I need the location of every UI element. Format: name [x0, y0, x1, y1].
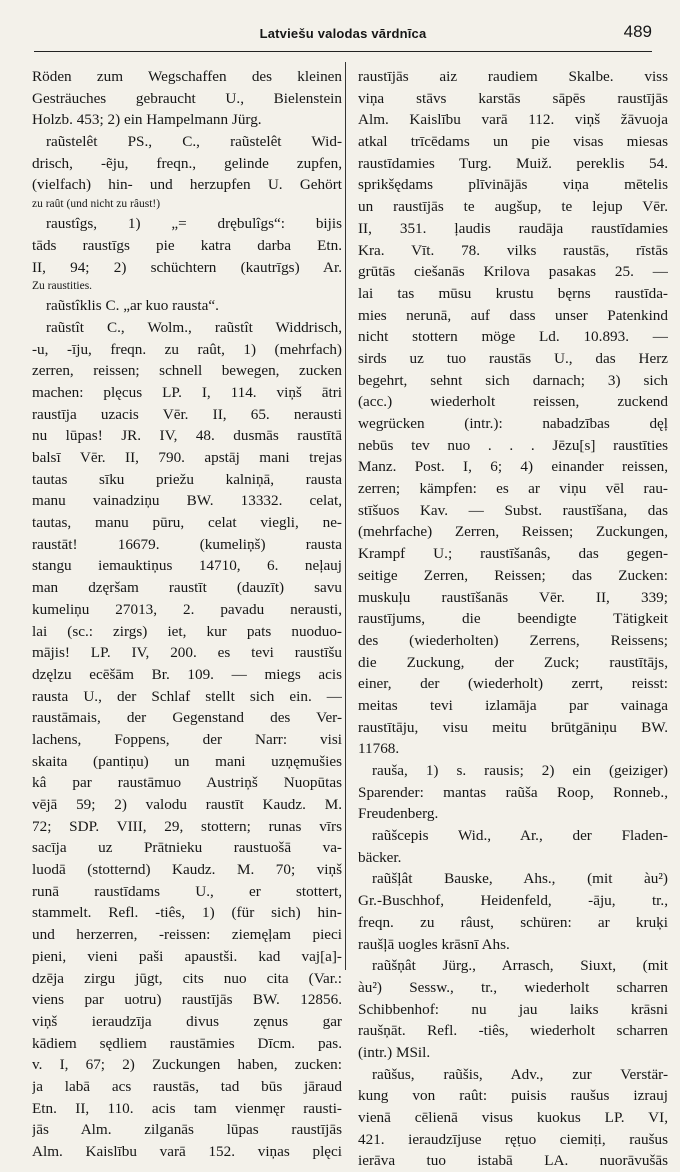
text-line: raustījums, die beendigte Tätigkeit: [358, 610, 668, 628]
text-line: jās Alm. zilganās lūpas raustījās: [32, 1121, 342, 1139]
text-line: dzēja zirgu jūgt, cits nuo cita (Var.:: [32, 969, 342, 987]
text-line: (intr.) MSil.: [358, 1043, 431, 1061]
text-line: bäcker.: [358, 848, 402, 866]
text-line: nicht stottern möge Ld. 10.893. —: [358, 328, 668, 346]
text-line: mājis! LP. IV, 200. es tevi raustīšu: [32, 644, 342, 662]
text-line: Schibbenhof: nu jau laiks krāsni: [358, 1000, 668, 1018]
text-line: kung von raût: puisis raušus izrauj: [358, 1087, 668, 1105]
text-line: Holzb. 453; 2) ein Hampelmann Jürg.: [32, 111, 262, 129]
text-line: raũstît C., Wolm., raũstît Widdrisch,: [46, 318, 342, 336]
text-line: kumeliņu 27013, 2. pavadu nerausti,: [32, 600, 342, 618]
text-line: balsī Vēr. II, 790. apstāj mani trejas: [32, 449, 342, 466]
text-line: II, 94; 2) schüchtern (kautrīgs) Ar.: [32, 258, 342, 276]
text-line: raustīja uzacis Vēr. II, 65. nerausti: [32, 405, 342, 423]
page-header: [34, 20, 652, 48]
right-column: [358, 66, 668, 1172]
text-line: atkal trīcēdams un pie visas miesas: [358, 133, 668, 151]
text-line: viņa stāvs karstās sāpēs raustījās: [358, 89, 668, 107]
text-line: raũšus, raũšis, Adv., zur Verstär-: [372, 1065, 668, 1083]
text-line: stīšuos Kav. — Subst. raustīšana, das: [358, 501, 668, 519]
text-line: àu²) Sessw., tr., wiederholt scharren: [358, 978, 668, 996]
text-line: mies nerunā, auf dass unser Patenkind: [358, 306, 668, 324]
text-line: sacīja uz Prātnieku raustuošā va-: [32, 839, 342, 857]
text-line: raušņāt. Refl. -tiês, wiederholt scharren: [358, 1022, 668, 1040]
text-line: Alm. Kaislību varā 152. viņas plęci: [32, 1143, 342, 1160]
text-line: tautas, manu pūru, celat viegli, ne-: [32, 514, 342, 532]
text-line: stammelt. Refl. -tiês, 1) (für sich) hin-: [32, 904, 342, 922]
text-line: viņš ieraudzīja divus zęnus gar: [32, 1012, 342, 1030]
text-line: drisch, -ẽju, freqn., gelinde zupfen,: [32, 154, 342, 172]
text-line: lai (sc.: zirgs) iet, kur pats nuoduo-: [32, 622, 342, 640]
text-line: sprikšędams plīvinājās viņa mētelis: [358, 176, 668, 194]
text-line: vējā 59; 2) valodu raustīt Kaudz. M.: [32, 796, 342, 813]
text-line: rauša, 1) s. rausis; 2) ein (geiziger): [372, 762, 668, 779]
text-line: nu lūpas! JR. IV, 48. dusmās raustītā: [32, 427, 342, 445]
left-column: [32, 66, 342, 1163]
text-line: zerren; kämpfen: es ar viņu vēl rau-: [358, 480, 668, 498]
text-line: vienā cēlienā visus kuokus LP. VI,: [358, 1109, 668, 1126]
text-line: skaita (pantiņu) un mani uzņęmušies: [32, 752, 342, 770]
text-line: raustīdamies Turg. Muiž. pereklis 54.: [358, 154, 668, 172]
running-title: Latviešu valodas vārdnīca: [259, 26, 427, 41]
text-line: (vielfach) hin- und herzupfen U. Gehört: [32, 176, 342, 194]
text-line: des (wiederholten) Zerrens, Reissens;: [358, 631, 668, 649]
text-line: 11768.: [358, 740, 400, 758]
text-line: luodā (stotternd) Kaudz. M. 70; viņš: [32, 861, 342, 879]
text-line: runā raustīdams U., er stottert,: [32, 882, 342, 900]
text-line: II, 351. ļaudis raudāja raustīdamies: [358, 219, 668, 237]
text-line: begehrt, sehnt sich darnach; 3) sich: [358, 371, 668, 389]
text-line: zu raût (und nicht zu râust!): [32, 198, 161, 211]
text-line: Krampf U.; raustīšanâs, das gegen-: [358, 545, 668, 563]
text-line: (mehrfache) Zerren, Reissen; Zuckungen,: [358, 523, 668, 541]
text-line: seitige Zerren, Reissen; das Zucken:: [358, 566, 668, 584]
text-line: 421. ieraudzījuse ręṭuo ciemiṭi, raušus: [358, 1130, 668, 1148]
text-line: un raustījās te augšup, te lejup Vēr.: [358, 198, 668, 216]
text-line: grūtās ciešanās Krilova pasakas 25. —: [358, 263, 668, 281]
text-line: lachens, Foppens, der Narr: visi: [32, 730, 342, 748]
text-line: (acc.) wiederholt reissen, zuckend: [358, 393, 668, 411]
text-line: kādiem sędliem raustāmies Dīcm. pas.: [32, 1034, 342, 1052]
text-line: einer, der (wiederholt) zerrt, reisst:: [358, 675, 668, 693]
text-line: raũstîklis C. „ar kuo rausta“.: [46, 297, 219, 315]
text-line: raustîgs, 1) „= drębulîgs“: bijis: [46, 215, 342, 233]
text-line: v. I, 67; 2) Zuckungen haben, zucken:: [32, 1056, 342, 1074]
text-line: Kra. Vīt. 78. vilks raustās, rīstās: [358, 241, 668, 259]
text-line: raušļā uogles krāsnī Ahs.: [358, 935, 510, 953]
text-line: manu vainadziņu BW. 13332. celat,: [32, 492, 342, 510]
text-line: raustījās aiz raudiem Skalbe. viss: [358, 68, 668, 85]
text-line: Gesträuches gebraucht U., Bielenstein: [32, 89, 342, 107]
text-line: raustītāju, visu meitu brūtgāniņu BW.: [358, 718, 668, 736]
text-line: lai tas mūsu krustu bęrns raustīda-: [358, 284, 668, 302]
text-line: raustāmais, der Gegenstand des Ver-: [32, 709, 342, 727]
text-line: tautas sīku priežu kalniņā, rausta: [32, 470, 342, 488]
text-line: raũšļât Bauske, Ahs., (mit àu²): [372, 870, 668, 888]
text-line: nebūs tev nuo . . . Jēzu[s] raustīties: [358, 436, 668, 454]
text-line: raustāt! 16679. (kumeliņš) rausta: [32, 535, 342, 553]
text-line: viens par uotru) raustījās BW. 12856.: [32, 991, 342, 1009]
text-line: meitas tevi izlamāja par vainaga: [358, 696, 668, 714]
text-line: Alm. Kaislību varā 112. viņš žāvuoja: [358, 111, 668, 129]
text-line: tāds raustīgs pie katra darba Etn.: [32, 236, 342, 254]
text-line: -u, -īju, freqn. zu raût, 1) (mehrfach): [32, 340, 342, 358]
text-line: pieni, vieni paši apaustši. kad vaj[a]-: [32, 947, 342, 965]
text-line: Freudenberg.: [358, 805, 439, 823]
text-line: kâ par raustāmuo Austriņš Nuopūtas: [32, 774, 342, 792]
text-line: Gr.-Buschhof, Heidenfeld, -āju, tr.,: [358, 892, 668, 910]
text-line: dzęlzu ecēšām Br. 109. — miegs acis: [32, 665, 342, 683]
text-line: man dzęršam raustīt (dauzīt) savu: [32, 579, 342, 597]
text-line: muskuļu raustīšanās Vēr. II, 339;: [358, 588, 668, 606]
text-line: und herzerren, -reissen: ziemęļam pieci: [32, 926, 342, 944]
text-line: Sparender: mantas raũša Roop, Ronneb.,: [358, 783, 668, 801]
text-line: Etn. II, 110. acis tam vienmęr rausti-: [32, 1099, 342, 1117]
text-line: raũstelêt PS., C., raũstelêt Wid-: [46, 133, 342, 151]
text-line: freqn. zu râust, schüren: ar kruķi: [358, 913, 668, 931]
text-line: Röden zum Wegschaffen des kleinen: [32, 68, 342, 85]
text-line: ja labā acs raustās, tad būs jāraud: [32, 1077, 342, 1095]
text-line: machen: plęcus LP. I, 114. viņš ātri: [32, 383, 342, 401]
text-line: raũšņât Jürg., Arrasch, Siuxt, (mit: [372, 957, 668, 975]
text-line: 72; SDP. VIII, 29, stottern; runas vīrs: [32, 817, 342, 835]
page-number: 489: [623, 22, 652, 41]
text-line: zerren, reissen; schnell bewegen, zucken: [32, 362, 342, 380]
text-line: ierāva tuo istabā LA. nuorāvušās: [358, 1152, 668, 1170]
text-line: wegrücken (intr.): nabadzības dęļ: [358, 415, 668, 432]
text-line: die Zuckung, der Zuck; raustītājs,: [358, 653, 668, 671]
text-line: raũšcepis Wid., Ar., der Fladen-: [372, 827, 668, 845]
text-line: sirds uz tuo raustās U., das Herz: [358, 349, 668, 367]
text-line: stangu iemauktiņus 14710, 6. neļauj: [32, 557, 342, 575]
header-rule: [34, 51, 652, 52]
column-divider: [345, 62, 346, 970]
text-line: Zu raustities.: [32, 280, 93, 293]
text-line: rausta U., der Schlaf stellt sich ein. —: [32, 687, 342, 705]
text-line: Manz. Post. I, 6; 4) einander reissen,: [358, 458, 668, 476]
